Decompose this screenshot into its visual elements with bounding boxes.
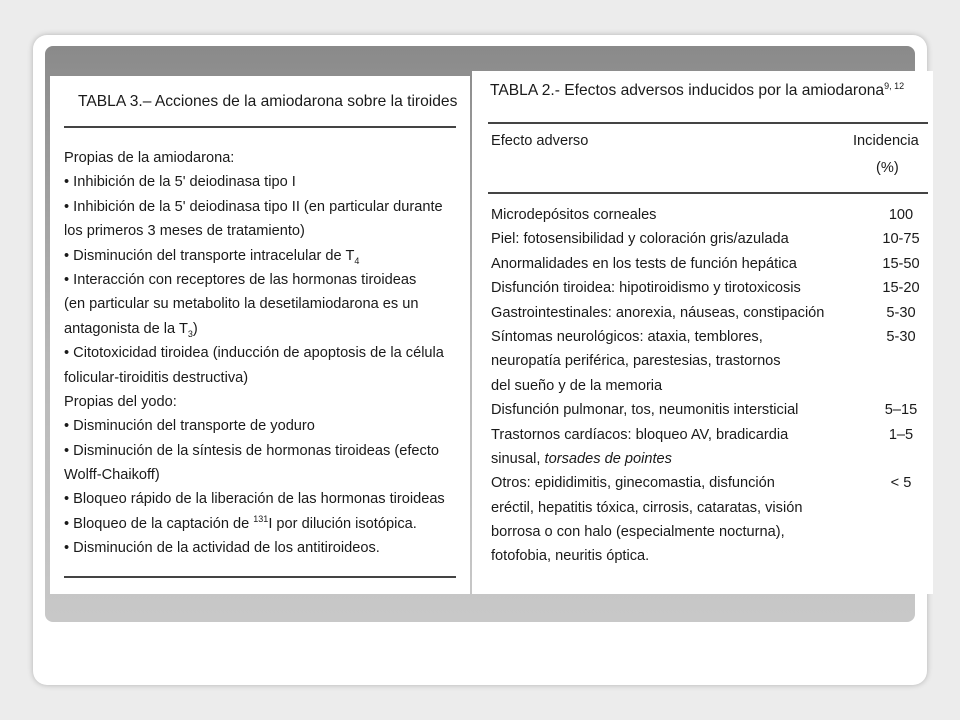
table-3-line: • Bloqueo rápido de la liberación de las hormonas tiroideas — [64, 491, 445, 508]
table-3-line: • Disminución de la síntesis de hormonas tiroideas (efecto — [64, 442, 439, 459]
subscript-3: 3 — [187, 328, 193, 339]
table-row — [491, 471, 931, 495]
incidence-value: 10-75 — [882, 231, 920, 248]
table-3-line: • Citotoxicidad tiroidea (inducción de apoptosis de la célula — [64, 345, 444, 362]
close-paren: ) — [192, 320, 198, 337]
table-3-line: los primeros 3 meses de tratamiento) — [64, 223, 305, 240]
effect-text: sinusal, — [491, 450, 545, 467]
table-row — [491, 496, 931, 520]
table-3-line: Propias de la amiodarona: — [64, 150, 235, 166]
table-2-image — [472, 71, 933, 594]
table-3-line: • Disminución del transporte de yoduro — [64, 418, 315, 435]
table-row — [491, 423, 931, 447]
incidence-value: 5-30 — [886, 304, 916, 321]
table-3-line: • Interacción con receptores de las hormonas tiroideas — [64, 271, 417, 288]
table-3-line — [64, 317, 464, 341]
table-3-line: folicular-tiroiditis destructiva) — [64, 369, 249, 386]
table-3-line: • Disminución de la actividad de los antitiroideos. — [64, 540, 380, 557]
table-3-line — [64, 244, 464, 268]
incidence-value: 5-30 — [886, 328, 916, 345]
table-row — [491, 252, 931, 276]
header-incidence-unit: (%) — [876, 160, 899, 176]
table-3-title: TABLA 3.– Acciones de la amiodarona sobre la tiroides — [78, 93, 458, 110]
line-text: • Disminución del transporte intracelular de T — [64, 247, 355, 264]
table-row — [491, 520, 931, 544]
table-2-title-text: TABLA 2.- Efectos adversos inducidos por la amiodarona — [490, 82, 885, 99]
effect-text: Microdepósitos corneales — [491, 207, 657, 223]
effect-text: del sueño y de la memoria — [491, 377, 663, 394]
table-3-image — [50, 76, 470, 594]
table-3-line: • Inhibición de la 5' deiodinasa tipo II (en particular durante — [64, 198, 443, 215]
subscript-4: 4 — [354, 255, 360, 266]
table-2-title — [490, 82, 904, 101]
table-row — [491, 301, 931, 325]
effect-text: neuropatía periférica, parestesias, trastornos — [491, 353, 781, 370]
table-row — [491, 203, 931, 227]
table-3-line: (en particular su metabolito la desetilamiodarona es un — [64, 296, 419, 313]
table-3-line: Wolff-Chaikoff) — [64, 467, 160, 484]
table-row — [491, 544, 931, 568]
effect-text: fotofobia, neuritis óptica. — [491, 548, 650, 565]
incidence-value: 1–5 — [888, 426, 914, 443]
title-citation: 9, 12 — [884, 80, 905, 91]
effect-text: Trastornos cardíacos: bloqueo AV, bradicardia — [491, 426, 789, 443]
table-3-top-rule — [64, 126, 456, 128]
table-row — [491, 398, 931, 422]
effect-text: Gastrointestinales: anorexia, náuseas, constipación — [491, 304, 825, 321]
torsades-italic: torsades de pointes — [544, 450, 672, 467]
table-row — [491, 276, 931, 300]
table-row — [491, 349, 931, 373]
table-3-line: Propias del yodo: — [64, 393, 177, 410]
header-incidence: Incidencia — [853, 133, 919, 149]
incidence-value: 15-50 — [882, 255, 920, 272]
effect-text: Disfunción tiroidea: hipotiroidismo y tirotoxicosis — [491, 280, 801, 297]
line-text: • Bloqueo de la captación de — [64, 515, 254, 532]
incidence-value: 15-20 — [882, 280, 920, 297]
incidence-value: < 5 — [890, 475, 912, 492]
effect-text: Síntomas neurológicos: ataxia, temblores, — [491, 328, 763, 345]
line-tail: I por dilución isotópica. — [268, 515, 417, 532]
table-row — [491, 447, 931, 471]
table-2-top-rule — [488, 122, 928, 124]
effect-text: Disfunción pulmonar, tos, neumonitis intersticial — [491, 402, 799, 419]
effect-text: borrosa o con halo (especialmente nocturna), — [491, 524, 785, 541]
effect-text: Otros: epididimitis, ginecomastia, disfunción — [491, 475, 775, 492]
table-3-line: • Inhibición de la 5' deiodinasa tipo I — [64, 174, 296, 191]
line-text: antagonista de la T — [64, 320, 188, 337]
effect-text: Anormalidades en los tests de función hepática — [491, 255, 797, 272]
table-3-bottom-rule — [64, 576, 456, 578]
table-row — [491, 227, 931, 251]
table-3-line — [64, 512, 464, 536]
incidence-value: 5–15 — [884, 402, 918, 419]
table-3-body — [64, 146, 464, 561]
incidence-value: 100 — [888, 207, 914, 223]
table-2-header-rule — [488, 192, 928, 194]
table-row — [491, 325, 931, 349]
header-effect: Efecto adverso — [491, 133, 589, 149]
effect-text: Piel: fotosensibilidad y coloración gris/azulada — [491, 231, 789, 248]
superscript-131: 131 — [253, 514, 269, 524]
effect-text: eréctil, hepatitis tóxica, cirrosis, cataratas, visión — [491, 499, 803, 516]
table-2-body — [491, 203, 931, 569]
table-row — [491, 374, 931, 398]
